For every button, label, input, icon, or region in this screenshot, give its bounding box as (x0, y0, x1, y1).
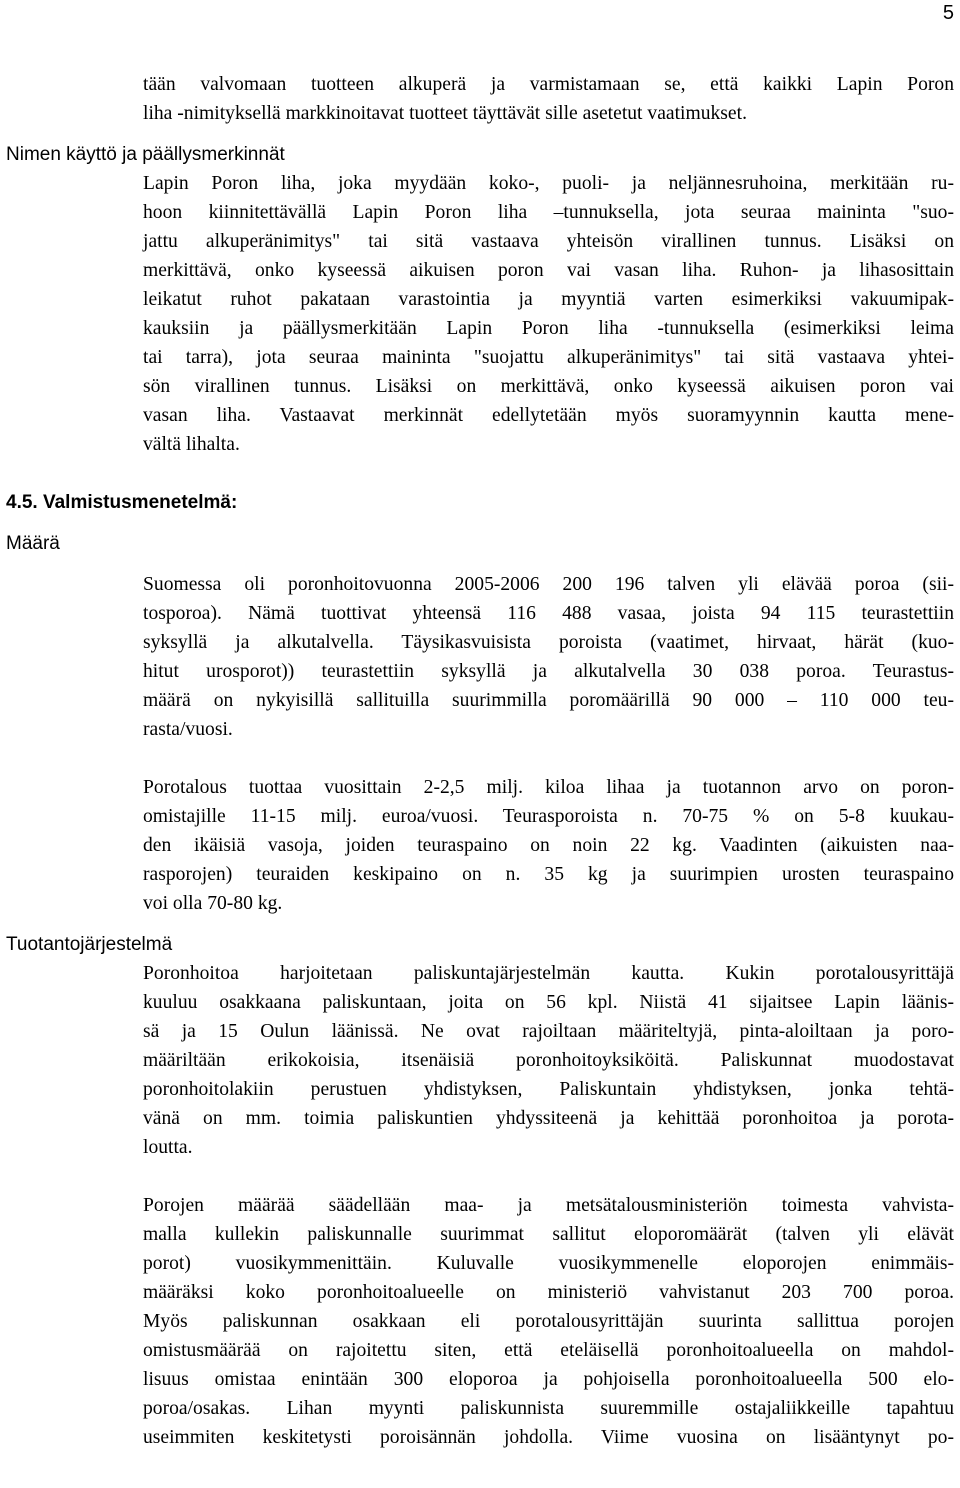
text-line: Porojen määrää säädellään maa- ja metsätalousministeriön toimesta vahvista- (143, 1195, 954, 1216)
text-line: sä ja 15 Oulun läänissä. Ne ovat rajoiltaan määriteltyjä, pinta-aloiltaan ja poro- (143, 1021, 954, 1042)
text-line: tai tarra), jota seuraa maininta "suojattu alkuperänimitys" tai sitä vastaava yhtei- (143, 347, 954, 368)
maara-heading: Määrä (6, 533, 60, 554)
tuotanto-paragraph-2 (0, 1191, 960, 1452)
text-line: useimmiten keskitetysti poroisännän johdolla. Viime vuosina on lisääntynyt po- (143, 1427, 954, 1448)
document-body (0, 70, 960, 1452)
text-line: liha -nimityksellä markkinoitavat tuotteet täyttävät sille asetetut vaatimukset. (143, 103, 747, 124)
tuotanto-paragraph-1 (0, 959, 960, 1162)
text-line: vänä on mm. toimia paliskuntien yhdyssiteenä ja kehittää poronhoitoa ja porota- (143, 1108, 954, 1129)
text-line: jattu alkuperänimitys" tai sitä vastaava yhteisön virallinen tunnus. Lisäksi on (143, 231, 954, 252)
text-line: merkittävä, onko kyseessä aikuisen poron vai vasan liha. Ruhon- ja lihasosittain (143, 260, 954, 281)
intro-paragraph (0, 70, 960, 128)
text-line: malla kullekin paliskunnalle suurimmat sallitut eloporomäärät (talven yli elävät (143, 1224, 954, 1245)
text-line: Myös paliskunnan osakkaan eli porotalousyrittäjän suurinta sallittua porojen (143, 1311, 954, 1332)
text-line: voi olla 70-80 kg. (143, 893, 283, 914)
text-line: syksyllä ja alkutalvella. Täysikasvuisista poroista (vaatimet, hirvaat, härät (kuo- (143, 632, 954, 653)
text-line: omistajille 11-15 milj. euroa/vuosi. Teurasporoista n. 70-75 % on 5-8 kuukau- (143, 806, 954, 827)
text-line: kauksiin ja päällysmerkitään Lapin Poron liha -tunnuksella (esimerkiksi leima (143, 318, 954, 339)
text-line: tosporoa). Nämä tuottivat yhteensä 116 488 vasaa, joista 94 115 teurastettiin (143, 603, 954, 624)
text-line: leikatut ruhot pakataan varastointia ja myyntiä varten esimerkiksi vakuumipak- (143, 289, 954, 310)
text-line: vasan liha. Vastaavat merkinnät edellytetään myös suoramyynnin kautta mene- (143, 405, 954, 426)
text-line: Porotalous tuottaa vuosittain 2-2,5 milj. kiloa lihaa ja tuotannon arvo on poron- (143, 777, 954, 798)
text-line: loutta. (143, 1137, 193, 1158)
text-line: poroa/osakas. Lihan myynti paliskunnista suuremmille ostajaliikkeille tapahtuu (143, 1398, 954, 1419)
maara-paragraph-1 (0, 570, 960, 744)
text-line: poronhoitolakiin perustuen yhdistyksen, Paliskuntain yhdistyksen, jonka tehtä- (143, 1079, 954, 1100)
text-line: den ikäisiä vasoja, joiden teuraspaino on noin 22 kg. Vaadinten (aikuisten naa- (143, 835, 954, 856)
text-line: rasta/vuosi. (143, 719, 233, 740)
text-line: rasporojen) teuraiden keskipaino on n. 35 kg ja suurimpien urosten teuraspaino (143, 864, 954, 885)
text-line: Suomessa oli poronhoitovuonna 2005-2006 200 196 talven yli elävää poroa (sii- (143, 574, 954, 595)
text-line: omistusmäärää on rajoitettu siten, että eteläisellä poronhoitoalueella on mahdol- (143, 1340, 954, 1361)
text-line: määrä on nykyisillä sallituilla suurimmilla poromäärillä 90 000 – 110 000 teu- (143, 690, 954, 711)
text-line: määriltään erikokoisia, itsenäisiä poronhoitoyksiköitä. Paliskunnat muodostavat (143, 1050, 954, 1071)
maara-paragraph-2 (0, 773, 960, 918)
text-line: kuuluu osakkaana paliskuntaan, joita on 56 kpl. Niistä 41 sijaitsee Lapin läänis- (143, 992, 954, 1013)
text-line: hoon kiinnitettävällä Lapin Poron liha –tunnuksella, jota seuraa maininta "suo- (143, 202, 954, 223)
naming-paragraph (0, 169, 960, 459)
text-line: hitut urosporot)) teurastettiin syksyllä ja alkutalvella 30 038 poroa. Teurastus- (143, 661, 954, 682)
naming-heading: Nimen käyttö ja päällysmerkinnät (6, 144, 285, 165)
text-line: Lapin Poron liha, joka myydään koko-, puoli- ja neljännesruhoina, merkitään ru- (143, 173, 954, 194)
section-heading: 4.5. Valmistusmenetelmä: (6, 492, 238, 513)
text-line: lisuus omistaa enintään 300 eloporoa ja pohjoisella poronhoitoalueella 500 elo- (143, 1369, 954, 1390)
text-line: vältä lihalta. (143, 434, 240, 455)
text-line: tään valvomaan tuotteen alkuperä ja varmistamaan se, että kaikki Lapin Poron (143, 74, 954, 95)
text-line: porot) vuosikymmenittäin. Kuluvalle vuosikymmenelle eloporojen enimmäis- (143, 1253, 954, 1274)
page-number: 5 (942, 2, 954, 24)
tuotanto-heading: Tuotantojärjestelmä (6, 934, 173, 955)
text-line: määräksi koko poronhoitoalueelle on ministeriö vahvistanut 203 700 poroa. (143, 1282, 954, 1303)
text-line: sön virallinen tunnus. Lisäksi on merkittävä, onko kyseessä aikuisen poron vai (143, 376, 954, 397)
text-line: Poronhoitoa harjoitetaan paliskuntajärjestelmän kautta. Kukin porotalousyrittäjä (143, 963, 954, 984)
